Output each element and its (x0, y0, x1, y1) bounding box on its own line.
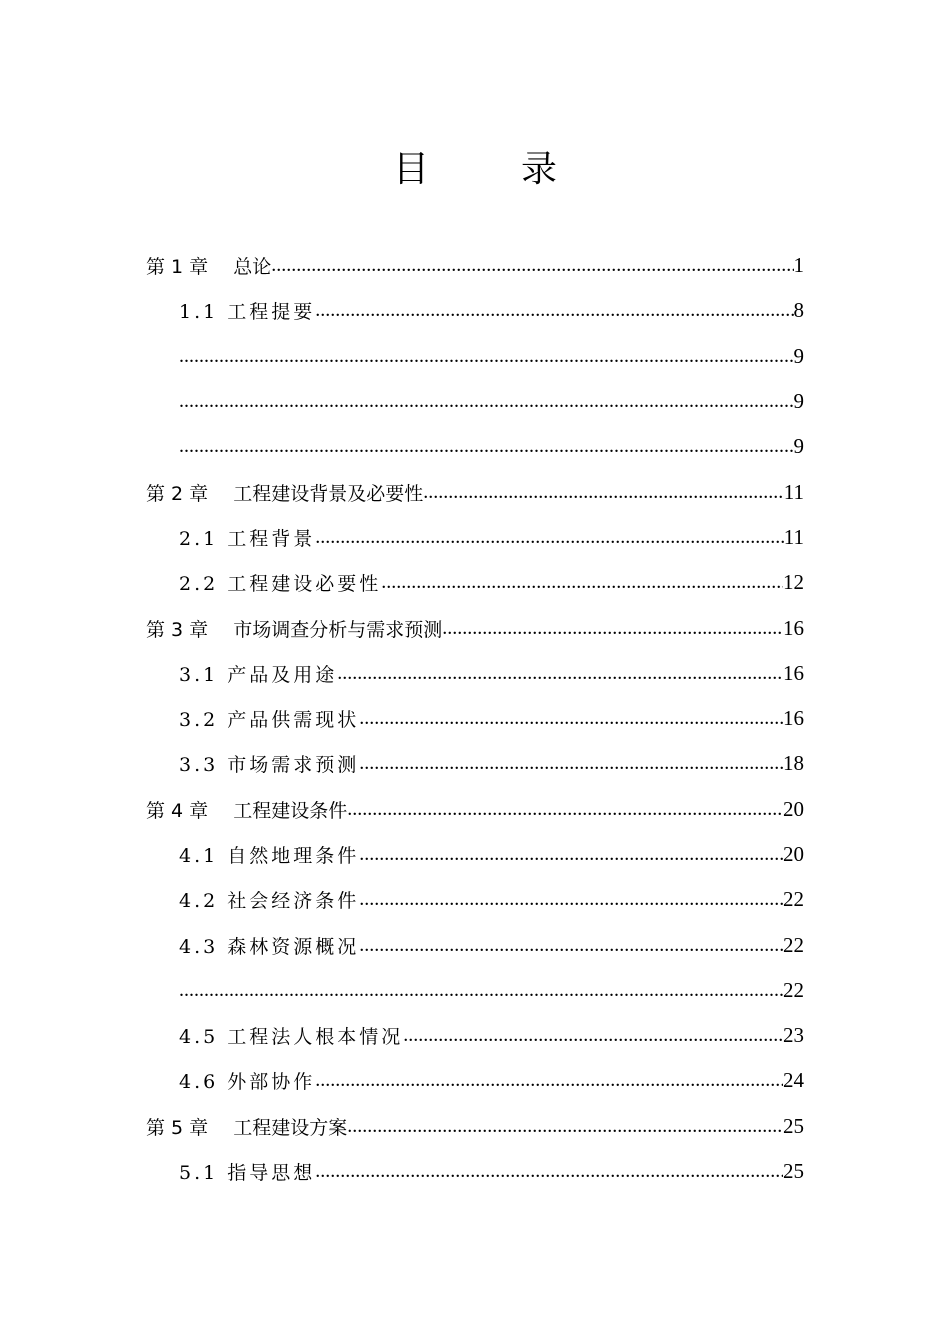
toc-page-number: 11 (783, 524, 804, 549)
toc-page-number: 18 (783, 751, 804, 776)
toc-dot-leader (337, 662, 783, 685)
toc-chapter-entry[interactable] (146, 1104, 804, 1149)
toc-section-entry[interactable] (146, 1149, 804, 1194)
toc-page-number: 9 (793, 434, 804, 459)
toc-dot-leader (179, 390, 794, 413)
toc-dot-leader (315, 526, 784, 549)
toc-dot-leader (315, 1069, 783, 1092)
toc-page-number: 25 (783, 1159, 804, 1184)
toc-section-entry[interactable] (146, 334, 804, 379)
toc-dot-leader (403, 1024, 783, 1047)
toc-entry-text: 第 5 章 工程建设方案 (146, 1116, 348, 1139)
toc-entry-text: 2.2 工程建设必要性 (179, 573, 382, 596)
toc-dot-leader (359, 888, 783, 911)
toc-title: 目 录 (392, 149, 585, 190)
toc-dot-leader (179, 435, 794, 458)
toc-page-number: 8 (793, 298, 804, 323)
toc-entry-text: 第 1 章 总论 (146, 256, 272, 279)
toc-page-number: 20 (783, 796, 804, 821)
toc-page-number: 20 (783, 842, 804, 866)
toc-entry-text: 1.1 工程提要 (179, 301, 316, 324)
toc-chapter-entry[interactable] (146, 605, 804, 650)
toc-entry-text: 3.2 产品供需现状 (179, 709, 360, 732)
toc-dot-leader (347, 798, 783, 821)
toc-page-number: 16 (783, 660, 804, 685)
toc-page-number: 12 (783, 570, 804, 595)
toc-dot-leader (315, 299, 793, 322)
toc-dot-leader (423, 481, 784, 504)
toc-chapter-entry[interactable] (146, 469, 804, 514)
toc-section-entry[interactable] (146, 515, 804, 560)
toc-entry-text: 3.1 产品及用途 (179, 663, 338, 686)
toc-dot-leader (359, 752, 783, 775)
toc-entry-text: 2.1 工程背景 (179, 527, 316, 550)
toc-entry-text: 4.6 外部协作 (179, 1071, 316, 1094)
toc-chapter-entry[interactable] (146, 243, 804, 288)
toc-dot-leader (179, 345, 794, 368)
toc-dot-leader (271, 254, 793, 277)
toc-page-number: 9 (793, 343, 804, 368)
toc-page-number: 22 (783, 932, 804, 957)
toc-chapter-entry[interactable] (146, 787, 804, 832)
toc-page-number: 16 (783, 706, 804, 731)
toc-page-number: 11 (783, 479, 804, 504)
toc-section-entry[interactable] (146, 877, 804, 922)
toc-section-entry[interactable] (146, 968, 804, 1013)
toc-section-entry[interactable] (146, 560, 804, 605)
toc-dot-leader (359, 934, 783, 957)
toc-dot-leader (442, 617, 783, 640)
toc-page-number: 1 (793, 253, 804, 278)
toc-entry-text: 4.2 社会经济条件 (179, 890, 360, 913)
toc-entry-text: 第 4 章 工程建设条件 (146, 799, 348, 822)
toc-page-number: 22 (783, 887, 804, 912)
toc-page-number: 16 (783, 615, 804, 640)
toc-entry-text: 第 3 章 市场调查分析与需求预测 (146, 618, 443, 641)
toc-entry-text: 3.3 市场需求预测 (179, 754, 360, 777)
toc-page-number: 24 (783, 1068, 804, 1093)
toc-page-number: 25 (783, 1113, 804, 1138)
toc-section-entry[interactable] (146, 379, 804, 424)
toc-dot-leader (315, 1160, 783, 1183)
toc-section-entry[interactable] (146, 288, 804, 333)
toc-dot-leader (347, 1115, 783, 1138)
toc-list (146, 243, 804, 1194)
toc-section-entry[interactable] (146, 1058, 804, 1103)
toc-dot-leader (359, 843, 783, 866)
toc-dot-leader (359, 707, 783, 730)
toc-dot-leader (381, 571, 783, 594)
toc-section-entry[interactable] (146, 741, 804, 786)
toc-section-entry[interactable] (146, 424, 804, 469)
toc-section-entry[interactable] (146, 651, 804, 696)
toc-entry-text: 5.1 指导思想 (179, 1162, 316, 1185)
toc-dot-leader (179, 979, 783, 1002)
toc-page-number: 9 (793, 389, 804, 414)
toc-section-entry[interactable] (146, 922, 804, 967)
toc-section-entry[interactable] (146, 1013, 804, 1058)
toc-entry-text: 第 2 章 工程建设背景及必要性 (146, 482, 424, 505)
toc-page-number: 22 (783, 977, 804, 1002)
toc-entry-text: 4.3 森林资源概况 (179, 935, 360, 958)
toc-section-entry[interactable] (146, 832, 804, 877)
toc-entry-text: 4.1 自然地理条件 (179, 845, 360, 867)
toc-entry-text: 4.5 工程法人根本情况 (179, 1026, 404, 1049)
toc-section-entry[interactable] (146, 696, 804, 741)
toc-page-number: 23 (783, 1023, 804, 1048)
